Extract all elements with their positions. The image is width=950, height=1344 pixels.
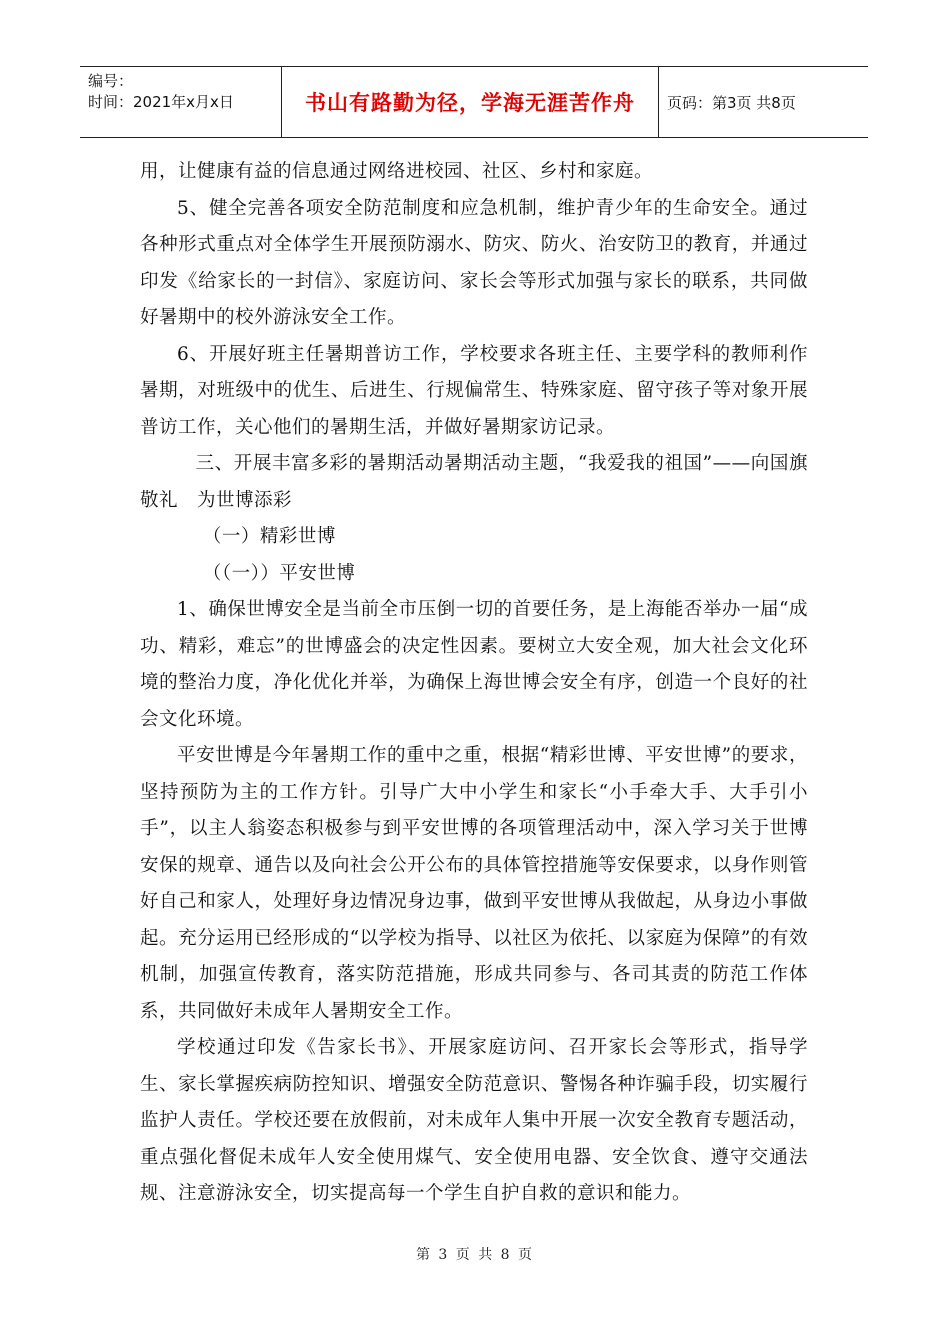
header-meta — [80, 67, 282, 137]
paragraph: 1、确保世博安全是当前全市压倒一切的首要任务，是上海能否举办一届“成功、精彩，难忘”的世博盛会的决定性因素。要树立大安全观，加大社会文化环境的整治力度，净化优化并举，为确保上海世博会安全有序，创造一个良好的社会文化环境。 — [140, 599, 808, 730]
header-motto: 书山有路勤为径，学海无涯苦作舟 — [282, 67, 659, 137]
header-page-info: 页码：第3页 共8页 — [667, 93, 796, 112]
paragraph: 学校通过印发《告家长书》、开展家庭访问、召开家长会等形式，指导学生、家长掌握疾病防控知识、增强安全防范意识、警惕各种诈骗手段，切实履行监护人责任。学校还要在放假前，对未成年人集中开展一次安全教育专题活动，重点强化督促未成年人安全使用煤气、安全使用电器、安全饮食、遵守交通法规、注意游泳安全，切实提高每一个学生自护自救的意识和能力。 — [140, 1037, 808, 1204]
paragraph: 用，让健康有益的信息通过网络进校园、社区、乡村和家庭。 — [140, 161, 654, 182]
sub-heading: （一）精彩世博 — [202, 526, 336, 547]
sub-heading: （（一））平安世博 — [202, 562, 356, 584]
paragraph: 6、开展好班主任暑期普访工作，学校要求各班主任、主要学科的教师利作暑期，对班级中的优生、后进生、行规偏常生、特殊家庭、留守孩子等对象开展普访工作，关心他们的暑期生活，并做好暑期家访记录。 — [140, 343, 808, 438]
document-body — [140, 154, 808, 1213]
section-heading: 三、开展丰富多彩的暑期活动暑期活动主题，“我爱我的祖国”——向国旗敬礼 为世博添彩 — [140, 453, 808, 511]
page-footer: 第 3 页 共 8 页 — [415, 1247, 535, 1263]
date-label: 时间：2021年x月x日 — [88, 93, 234, 111]
paragraph: 平安世博是今年暑期工作的重中之重，根据“精彩世博、平安世博”的要求，坚持预防为主的工作方针。引导广大中小学生和家长“小手牵大手、大手引小手”，以主人翁姿态积极参与到平安世博的各项管理活动中，深入学习关于世博安保的规章、通告以及向社会公开公布的具体管控措施等安保要求，以身作则管好自己和家人，处理好身边情况身边事，做到平安世博从我做起，从身边小事做起。充分运用已经形成的“以学校为指导、以社区为依托、以家庭为保障”的有效机制，加强宣传教育，落实防范措施，形成共同参与、各司其责的防范工作体系，共同做好未成年人暑期安全工作。 — [140, 745, 808, 1022]
page-header — [80, 66, 868, 138]
number-label: 编号： — [88, 72, 134, 90]
paragraph: 5、健全完善各项安全防范制度和应急机制，维护青少年的生命安全。通过各种形式重点对全体学生开展预防溺水、防灾、防火、治安防卫的教育，并通过印发《给家长的一封信》、家庭访问、家长会等形式加强与家长的联系，共同做好暑期中的校外游泳安全工作。 — [140, 197, 808, 328]
